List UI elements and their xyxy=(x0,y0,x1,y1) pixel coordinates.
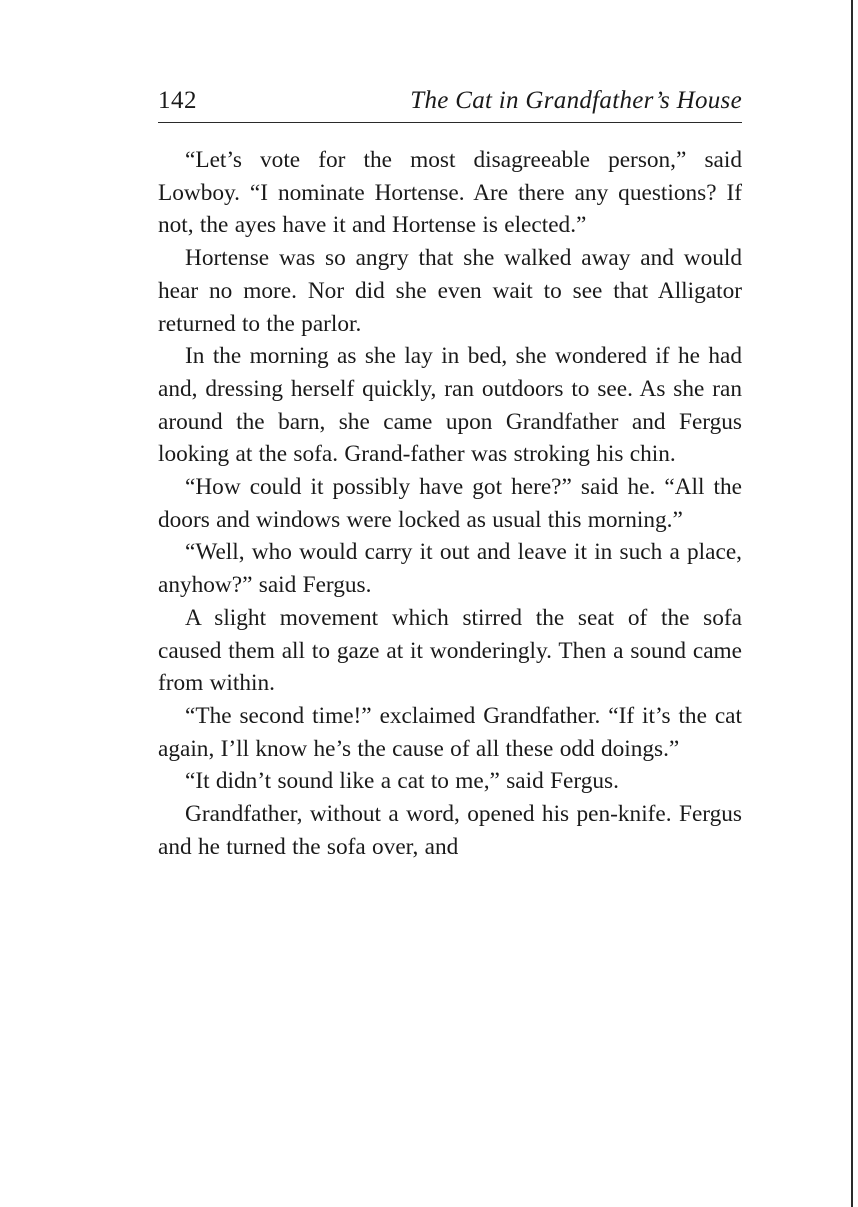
paragraph: “Well, who would carry it out and leave it in such a place, anyhow?” said Fergus. xyxy=(158,539,742,599)
paragraph: “It didn’t sound like a cat to me,” said Fergus. xyxy=(185,768,619,795)
paragraph: In the morning as she lay in bed, she wondered if he had and, dressing herself quickly, ran outdoors to see. As she ran around the barn, she came upon Grandfather and Fergus looking at the sofa. Grand-father was stroking his chin. xyxy=(158,343,742,468)
paragraph: “The second time!” exclaimed Grandfather. “If it’s the cat again, I’ll know he’s the cause of all these odd doings.” xyxy=(158,702,742,762)
paragraph: Hortense was so angry that she walked away and would hear no more. Nor did she even wait to see that Alligator returned to the parlor. xyxy=(158,245,742,337)
page-number: 142 xyxy=(158,87,197,114)
paragraph: A slight movement which stirred the seat of the sofa caused them all to gaze at it wonderingly. Then a sound came from within. xyxy=(158,604,742,697)
paragraph: “How could it possibly have got here?” said he. “All the doors and windows were locked as usual this morning.” xyxy=(158,474,742,533)
paragraph: “Let’s vote for the most disagreeable person,” said Lowboy. “I nominate Hortense. Are there any questions? If not, the ayes have it and Hortense is elected.” xyxy=(158,147,742,239)
book-page xyxy=(158,84,742,863)
running-title: The Cat in Grandfather’s House xyxy=(410,87,742,114)
paragraph: Grandfather, without a word, opened his pen-knife. Fergus and he turned the sofa over, and xyxy=(158,801,742,860)
page-edge-line xyxy=(851,0,853,1207)
running-header xyxy=(158,84,742,123)
body-text xyxy=(158,144,742,863)
